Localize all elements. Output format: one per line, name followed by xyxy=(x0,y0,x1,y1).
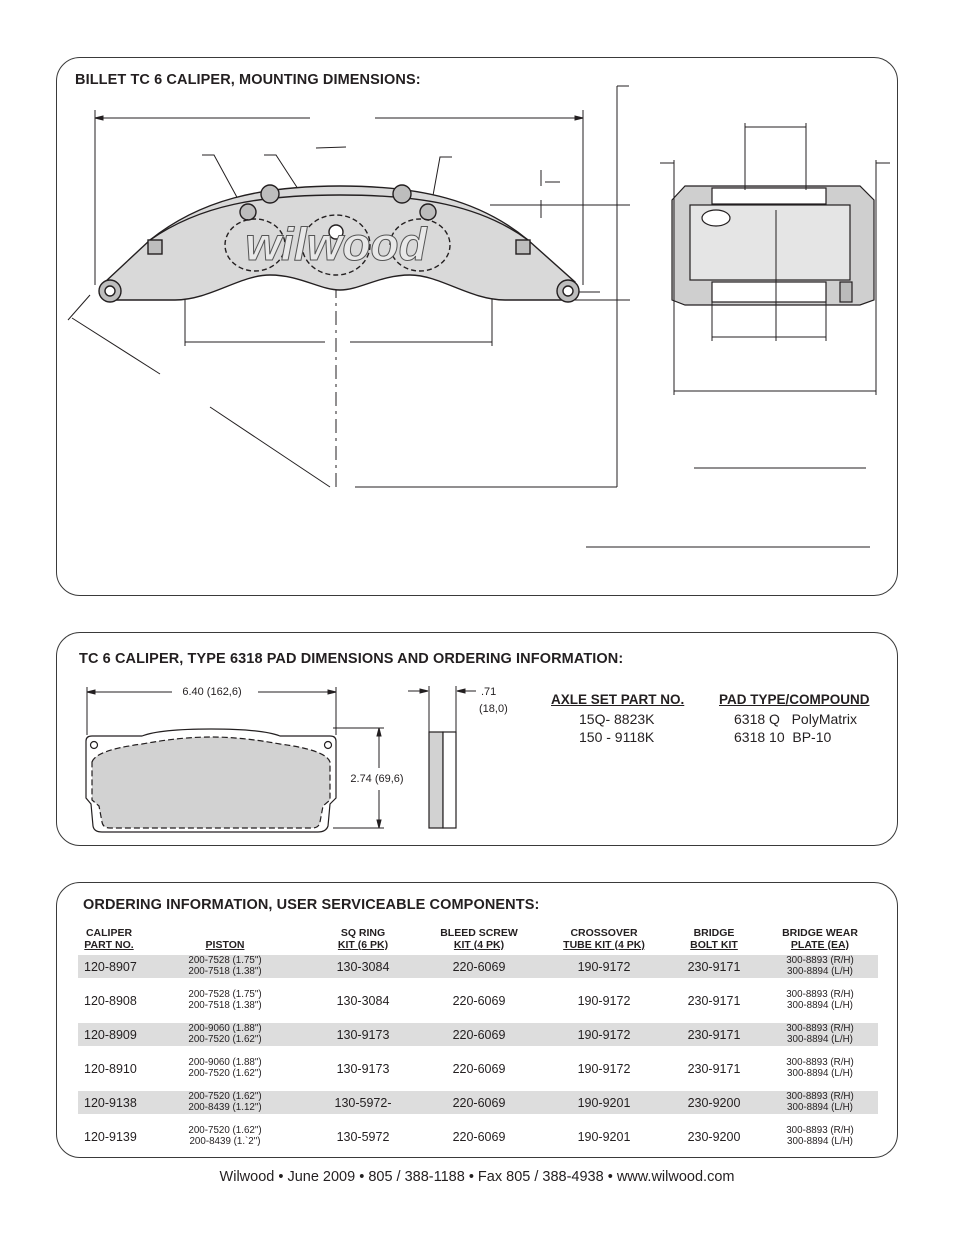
pad-width-label: 6.40 (162,6) xyxy=(182,686,242,698)
bridge-bolt-cell: 230-9171 xyxy=(666,1023,762,1046)
sq-ring-cell: 130-3084 xyxy=(336,993,390,1008)
sq-ring-cell: 130-3084 xyxy=(310,955,416,978)
pad-type-value: 6318 10 BP-10 xyxy=(734,729,832,745)
bridge-bolt-cell: 230-9171 xyxy=(666,955,762,978)
crossover-cell: 190-9172 xyxy=(542,1023,666,1046)
bleed-screw-cell: 220-6069 xyxy=(416,1091,542,1114)
crossover-cell: 190-9201 xyxy=(577,1129,631,1144)
piston-cell: 200-9060 (1.88") 200-7520 (1.62") xyxy=(188,1057,262,1079)
pad-height-label: 2.74 (69,6) xyxy=(350,773,404,785)
caliper-logo: wilwood xyxy=(245,218,427,270)
bridge-bolt-cell: 230-9171 xyxy=(687,1061,741,1076)
wear-plate-cell: 300-8893 (R/H) 300-8894 (L/H) xyxy=(762,955,878,978)
piston-cell: 200-7528 (1.75") 200-7518 (1.38") xyxy=(188,989,262,1011)
table-row xyxy=(78,1023,878,1057)
crossover-cell: 190-9172 xyxy=(577,1061,631,1076)
wear-plate-cell: 300-8893 (R/H) 300-8894 (L/H) xyxy=(786,1057,854,1079)
wear-plate-cell: 300-8893 (R/H) 300-8894 (L/H) xyxy=(762,1023,878,1046)
column-header: PISTON xyxy=(205,938,245,951)
components-table xyxy=(78,928,878,1159)
sq-ring-cell: 130-9173 xyxy=(310,1023,416,1046)
crossover-cell: 190-9201 xyxy=(542,1091,666,1114)
axle-set-header: AXLE SET PART NO. xyxy=(551,692,685,707)
table-row xyxy=(78,1091,878,1125)
bleed-screw-cell: 220-6069 xyxy=(452,1129,506,1144)
bleed-screw-cell: 220-6069 xyxy=(452,993,506,1008)
column-header: SQ RING KIT (6 PK) xyxy=(337,927,389,951)
sq-ring-cell: 130-9173 xyxy=(336,1061,390,1076)
crossover-cell: 190-9172 xyxy=(542,955,666,978)
column-header: BRIDGE BOLT KIT xyxy=(690,927,738,951)
bleed-screw-cell: 220-6069 xyxy=(416,955,542,978)
table-row xyxy=(78,989,878,1023)
page-footer: Wilwood • June 2009 • 805 / 388-1188 • Fax 805 / 388-4938 • www.wilwood.com xyxy=(219,1169,735,1185)
bridge-bolt-cell: 230-9200 xyxy=(687,1129,741,1144)
bleed-screw-cell: 220-6069 xyxy=(452,1061,506,1076)
caliper-part-cell: 120-8910 xyxy=(84,1061,137,1076)
wear-plate-cell: 300-8893 (R/H) 300-8894 (L/H) xyxy=(786,1125,854,1147)
table-header-row xyxy=(78,928,878,955)
caliper-drawing xyxy=(0,0,954,600)
column-header: CALIPER PART NO. xyxy=(84,927,134,951)
piston-cell: 200-9060 (1.88") 200-7520 (1.62") xyxy=(140,1023,310,1046)
column-header: BRIDGE WEAR PLATE (EA) xyxy=(782,927,858,951)
table-row xyxy=(78,1125,878,1159)
components-section-title: ORDERING INFORMATION, USER SERVICEABLE COMPONENTS: xyxy=(83,897,540,913)
table-row xyxy=(78,955,878,989)
bridge-bolt-cell: 230-9200 xyxy=(666,1091,762,1114)
sq-ring-cell: 130-5972- xyxy=(310,1091,416,1114)
caliper-part-cell: 120-8909 xyxy=(78,1023,140,1046)
caliper-part-cell: 120-9139 xyxy=(84,1129,137,1144)
column-header: BLEED SCREW KIT (4 PK) xyxy=(440,927,518,951)
bridge-bolt-cell: 230-9171 xyxy=(687,993,741,1008)
pad-type-header: PAD TYPE/COMPOUND xyxy=(719,692,870,707)
axle-set-value: 15Q- 8823K xyxy=(579,711,655,727)
pad-section-title: TC 6 CALIPER, TYPE 6318 PAD DIMENSIONS AND ORDERING INFORMATION: xyxy=(79,651,624,667)
sq-ring-cell: 130-5972 xyxy=(336,1129,390,1144)
crossover-cell: 190-9172 xyxy=(577,993,631,1008)
piston-cell: 200-7520 (1.62") 200-8439 (1.12") xyxy=(140,1091,310,1114)
wear-plate-cell: 300-8893 (R/H) 300-8894 (L/H) xyxy=(762,1091,878,1114)
bleed-screw-cell: 220-6069 xyxy=(416,1023,542,1046)
column-header: CROSSOVER TUBE KIT (4 PK) xyxy=(563,927,645,951)
table-row xyxy=(78,1057,878,1091)
caliper-section-title: BILLET TC 6 CALIPER, MOUNTING DIMENSIONS: xyxy=(75,72,421,88)
caliper-part-cell: 120-9138 xyxy=(78,1091,140,1114)
pad-type-value: 6318 Q PolyMatrix xyxy=(734,711,857,727)
pad-thickness-metric-label: (18,0) xyxy=(479,703,508,715)
piston-cell: 200-7520 (1.62") 200-8439 (1.`2") xyxy=(188,1125,262,1147)
caliper-side-view xyxy=(672,186,874,305)
wear-plate-cell: 300-8893 (R/H) 300-8894 (L/H) xyxy=(786,989,854,1011)
pad-thickness-label: .71 xyxy=(481,686,497,698)
caliper-part-cell: 120-8907 xyxy=(78,955,140,978)
axle-set-value: 150 - 9118K xyxy=(579,729,655,745)
caliper-part-cell: 120-8908 xyxy=(84,993,137,1008)
piston-cell: 200-7528 (1.75") 200-7518 (1.38") xyxy=(140,955,310,978)
